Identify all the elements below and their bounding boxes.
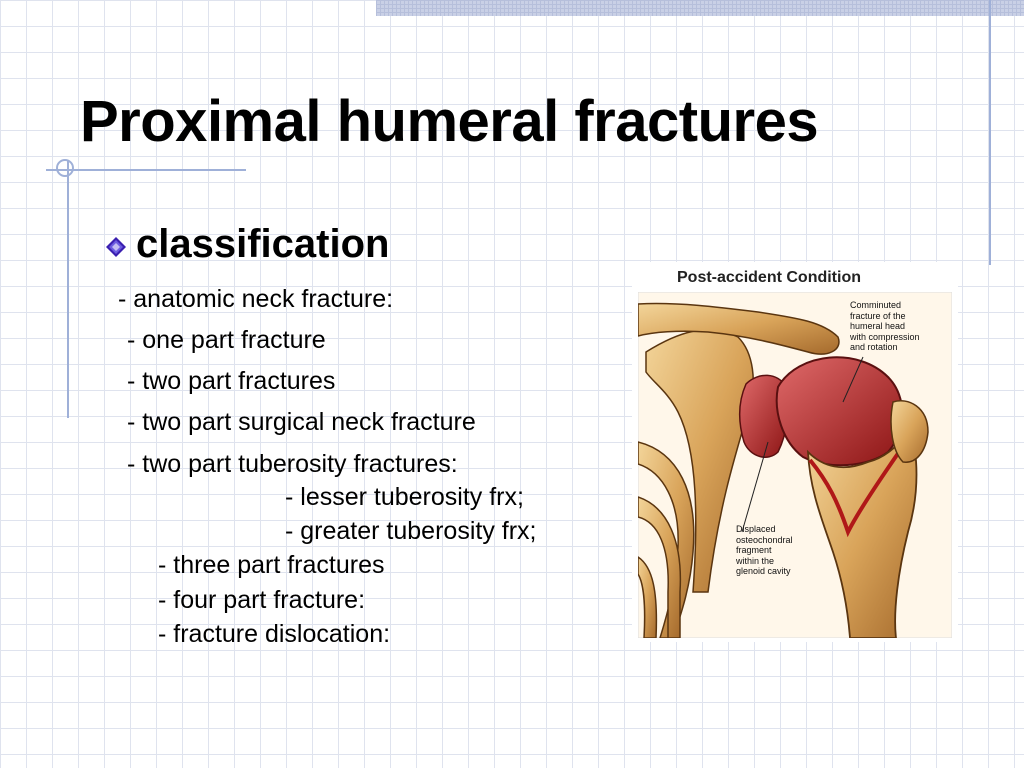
diamond-bullet-icon <box>106 237 126 257</box>
list-item: - two part surgical neck fracture <box>127 408 476 436</box>
list-item: - four part fracture: <box>158 586 366 614</box>
decorative-vertical-line <box>67 160 69 418</box>
shoulder-illustration <box>632 262 958 642</box>
callout-label: Comminuted fracture of the humeral head with compression and rotation <box>850 300 920 352</box>
section-heading: classification <box>136 222 390 266</box>
bullet-heading <box>106 222 389 267</box>
list-item: - fracture dislocation: <box>158 620 391 648</box>
list-item: - one part fracture <box>127 326 326 354</box>
list-item: - greater tuberosity frx; <box>285 517 537 545</box>
decorative-top-band <box>376 0 1024 16</box>
decorative-vertical-line <box>989 0 991 265</box>
list-item: - lesser tuberosity frx; <box>285 483 524 511</box>
list-item: - three part fractures <box>158 551 385 579</box>
figure-title: Post-accident Condition <box>677 269 861 286</box>
decorative-circle-icon <box>56 159 74 177</box>
callout-label: Displaced osteochondral fragment within the glenoid cavity <box>736 524 793 576</box>
title-underline <box>46 169 246 171</box>
list-item: - two part tuberosity fractures: <box>127 450 458 478</box>
slide-title: Proximal humeral fractures <box>80 89 819 154</box>
list-item: - two part fractures <box>127 367 336 395</box>
list-item: - anatomic neck fracture: <box>118 285 394 313</box>
